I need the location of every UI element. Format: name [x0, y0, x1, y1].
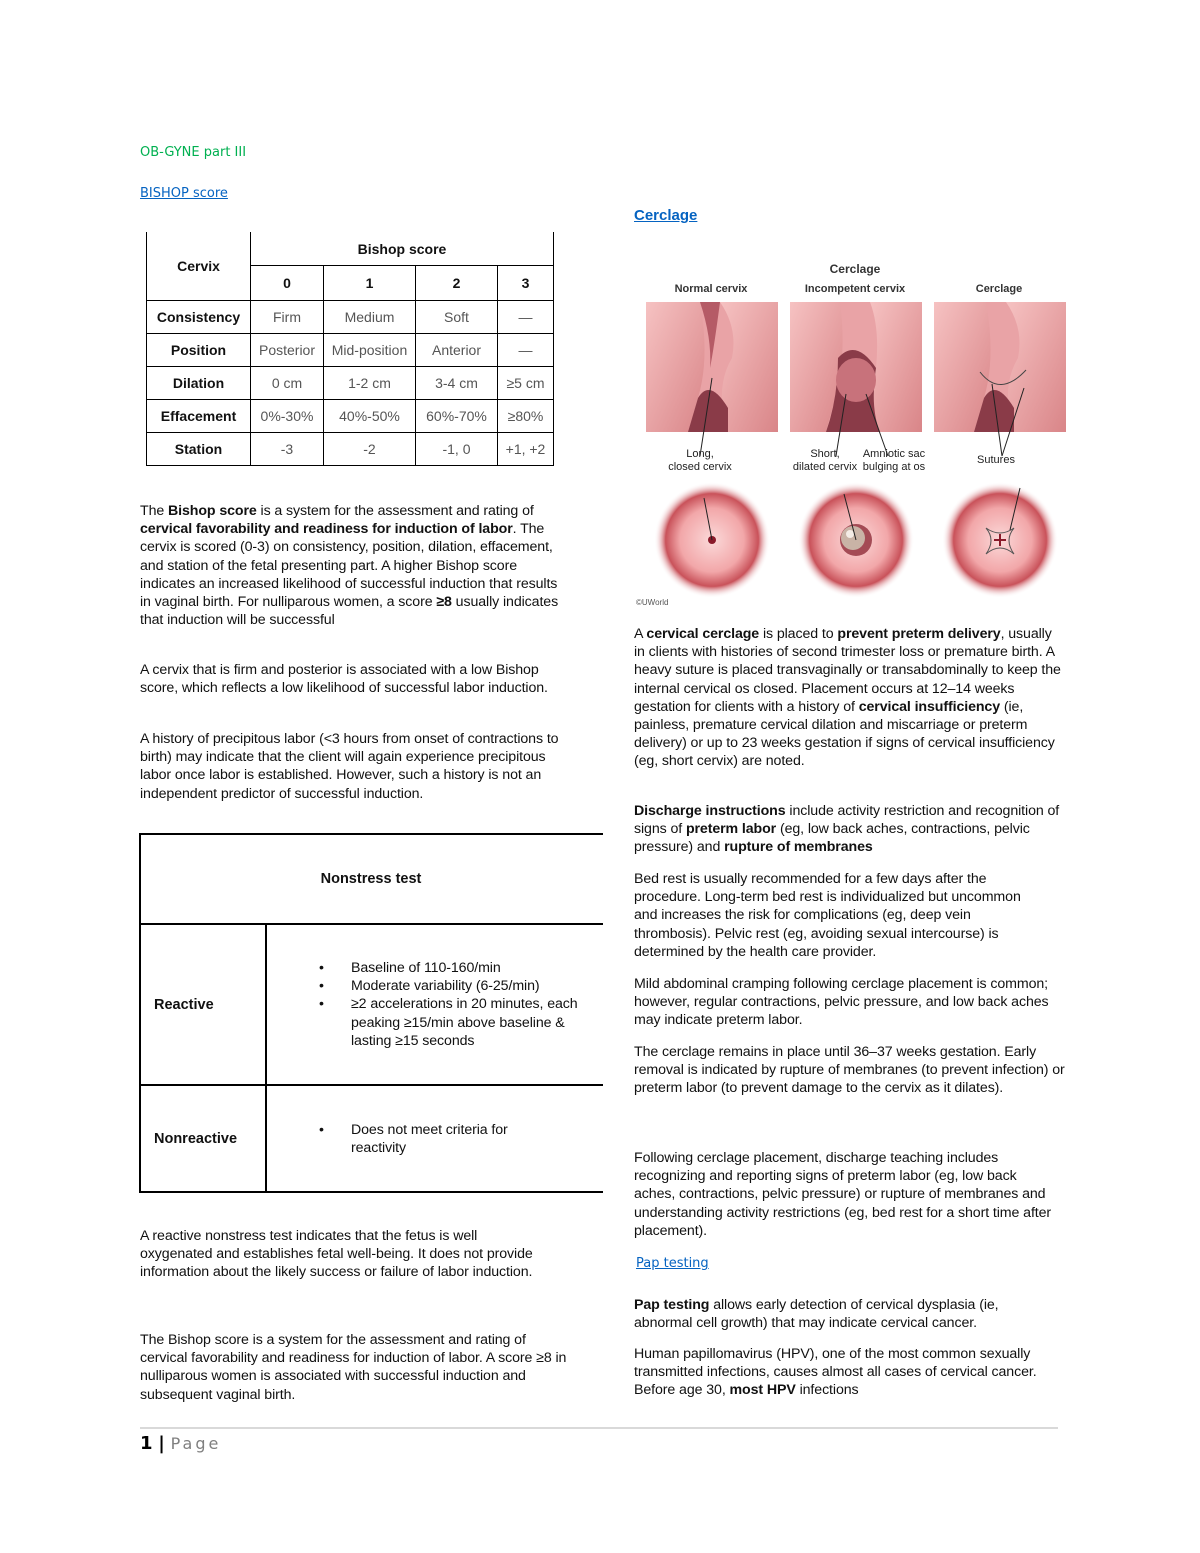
nonstress-test-table	[139, 833, 603, 1193]
table-cell: ≥5 cm	[498, 367, 554, 400]
page-separator: |	[158, 1433, 165, 1454]
cerclage-description-paragraph: A cervical cerclage is placed to prevent preterm delivery, usually in clients with histories of second trimester loss or premature birth. A heavy suture is placed transvaginally or transabdominally to keep the internal cervical os closed. Placement occurs at 12–14 weeks gestation for clients with a history of cervical insufficiency (ie, painless, premature cervical dilation and miscarriage or preterm delivery) or up to 23 weeks gestation if signs of cervical insufficiency (eg, short cervix) are noted.	[634, 626, 1061, 770]
table-cell: 1-2 cm	[324, 367, 416, 400]
pap-testing-paragraph: Pap testing allows early detection of cervical dysplasia (ie, abnormal cell growth) that may indicate cervical cancer.	[634, 1297, 999, 1332]
table-cell: Mid-position	[324, 334, 416, 367]
bed-rest-paragraph: Bed rest is usually recommended for a few days after the procedure. Long-term bed rest is individualized but uncommon and increases the risk for complications (eg, deep vein thrombosis). Pelvic rest (eg, avoiding sexual intercourse) is determined by the health care provider.	[634, 871, 1021, 960]
reactive-criteria-list	[319, 959, 591, 1050]
table-cell: 3-4 cm	[416, 367, 498, 400]
callout-short-dilated: Short, dilated cervix	[792, 448, 858, 473]
list-item: • ≥2 accelerations in 20 minutes, each peaking ≥15/min above baseline & lasting ≥15 seconds	[319, 996, 578, 1049]
table-row	[147, 334, 554, 367]
discharge-instructions-paragraph: Discharge instructions include activity restriction and recognition of signs of preterm labor (eg, low back aches, contractions, pelvic pressure) and rupture of membranes	[634, 803, 1060, 856]
list-item: • Does not meet criteria for reactivity	[319, 1122, 508, 1157]
table-cell: ≥80%	[498, 400, 554, 433]
table-cell: Anterior	[416, 334, 498, 367]
panel-title-normal: Normal cervix	[674, 283, 748, 295]
nst-title: Nonstress test	[320, 871, 422, 887]
table-cell: 60%-70%	[416, 400, 498, 433]
table-cell: Posterior	[251, 334, 324, 367]
callout-sutures: Sutures	[977, 454, 1015, 466]
score-col-header: 0	[251, 266, 324, 301]
footer-divider	[140, 1427, 1058, 1429]
table-cell: —	[498, 334, 554, 367]
document-title: OB-GYNE part III	[140, 145, 247, 160]
table-row	[147, 367, 554, 400]
bishop-score-table	[146, 232, 554, 466]
normal-cervix-panel	[646, 302, 778, 456]
table-cell: Soft	[416, 301, 498, 334]
panel-title-cerclage: Cerclage	[975, 283, 1023, 295]
row-label: Dilation	[147, 367, 251, 400]
precipitous-labor-paragraph: A history of precipitous labor (<3 hours from onset of contractions to birth) may indicate that the client will again experience precipitous labor once labor is established. However, such a history is not an independent predictor of successful induction.	[140, 731, 559, 802]
hpv-paragraph: Human papillomavirus (HPV), one of the most common sexually transmitted infections, causes almost all cases of cervical cancer. Before age 30, most HPV infections	[634, 1346, 1037, 1399]
table-cell: 40%-50%	[324, 400, 416, 433]
table-cell: +1, +2	[498, 433, 554, 466]
cerclage-panel	[934, 302, 1066, 456]
discharge-teaching-paragraph: Following cerclage placement, discharge teaching includes recognizing and reporting signs of preterm labor (eg, low back aches, contractions, pelvic pressure) or rupture of membranes and understanding activity restrictions (eg, bed rest for a short time after placement).	[634, 1150, 1052, 1239]
list-item: • Moderate variability (6-25/min)	[319, 978, 540, 995]
table-cell: -2	[324, 433, 416, 466]
panel-title-incompetent: Incompetent cervix	[804, 283, 906, 295]
score-col-header: 1	[324, 266, 416, 301]
page-footer	[140, 1433, 221, 1454]
table-cell: 0 cm	[251, 367, 324, 400]
table-cell: —	[498, 301, 554, 334]
nst-explanation-paragraph: A reactive nonstress test indicates that the fetus is well oxygenated and establishes fetal well-being. It does not provide information about the likely success or failure of labor induction.	[140, 1228, 533, 1281]
bishop-description-paragraph: The Bishop score is a system for the assessment and rating of cervical favorability and readiness for induction of labor. The cervix is scored (0-3) on consistency, position, dilation, effacement, and station of the fetal presenting part. A higher Bishop score indicates an increased likelihood of successful induction that results in vaginal birth. For nulliparous women, a score ≥8 usually indicates that induction will be successful	[140, 503, 559, 629]
cerclage-figure	[636, 258, 1070, 614]
callout-long-closed: Long, closed cervix	[668, 448, 732, 473]
row-label: Consistency	[147, 301, 251, 334]
figure-title: Cerclage	[829, 262, 881, 276]
list-item: • Baseline of 110-160/min	[319, 960, 501, 976]
bishop-score-group-header: Bishop score	[251, 232, 554, 266]
page-number: 1	[140, 1433, 153, 1454]
incompetent-cervix-panel	[790, 302, 922, 456]
table-row	[147, 301, 554, 334]
table-cell: Firm	[251, 301, 324, 334]
score-col-header: 3	[498, 266, 554, 301]
nonreactive-criteria-list	[319, 1121, 551, 1157]
bishop-summary-paragraph: The Bishop score is a system for the assessment and rating of cervical favorability and readiness for induction of labor. A score ≥8 in nulliparous women is associated with successful induction and subsequent vaginal birth.	[140, 1332, 567, 1403]
score-col-header: 2	[416, 266, 498, 301]
callout-amniotic-sac: Amniotic sac bulging at os	[862, 448, 926, 473]
reactive-label: Reactive	[154, 997, 214, 1013]
table-row	[147, 400, 554, 433]
figure-credit: ©UWorld	[636, 598, 669, 607]
row-label: Effacement	[147, 400, 251, 433]
pap-testing-heading[interactable]: Pap testing	[636, 1256, 709, 1271]
firm-cervix-paragraph: A cervix that is firm and posterior is associated with a low Bishop score, which reflects a low likelihood of successful labor induction.	[140, 662, 548, 697]
cramping-paragraph: Mild abdominal cramping following cerclage placement is common; however, regular contractions, pelvic pressure, and low back aches may indicate preterm labor.	[634, 976, 1049, 1029]
page-word: Page	[170, 1434, 222, 1453]
table-cell: -3	[251, 433, 324, 466]
table-cell: 0%-30%	[251, 400, 324, 433]
cerclage-removal-paragraph: The cerclage remains in place until 36–37 weeks gestation. Early removal is indicated by rupture of membranes (to prevent infection) or preterm labor (to prevent damage to the cervix as it dilates).	[634, 1044, 1065, 1097]
bishop-score-heading[interactable]: BISHOP score	[140, 186, 228, 201]
row-label: Position	[147, 334, 251, 367]
table-row	[147, 433, 554, 466]
row-label: Station	[147, 433, 251, 466]
nonreactive-label: Nonreactive	[154, 1131, 238, 1147]
cerclage-heading[interactable]: Cerclage	[634, 207, 698, 224]
table-cell: Medium	[324, 301, 416, 334]
cervix-header: Cervix	[147, 232, 251, 301]
table-cell: -1, 0	[416, 433, 498, 466]
